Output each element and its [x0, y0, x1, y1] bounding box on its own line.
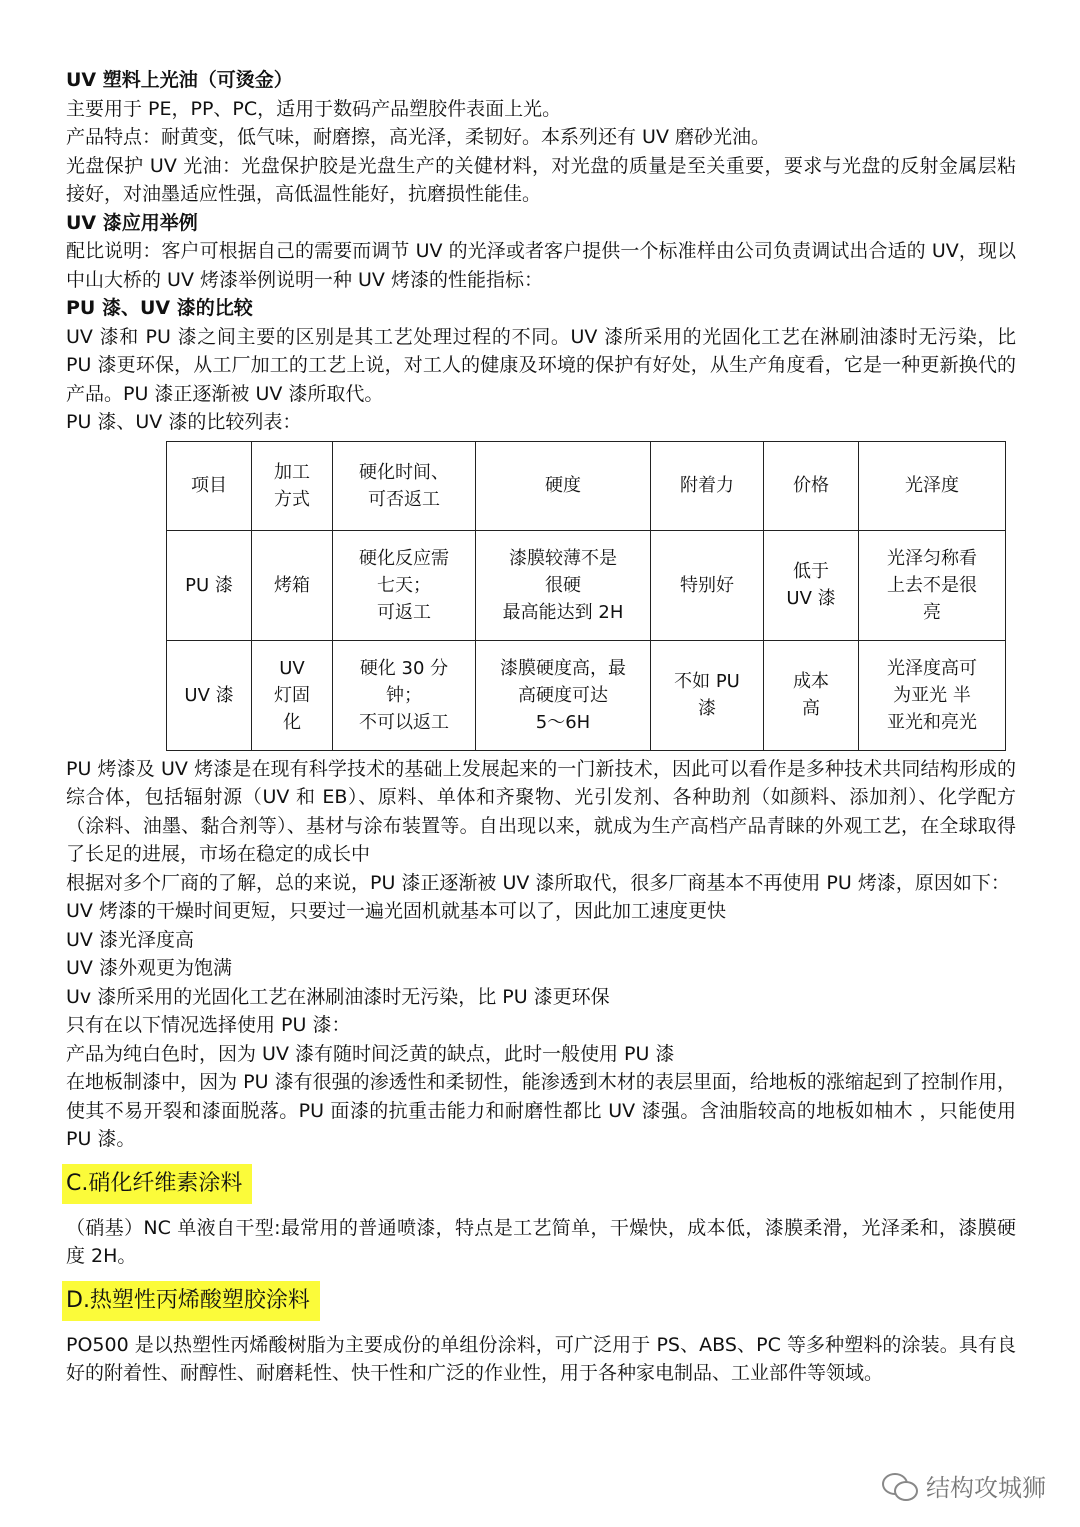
table-cell: PU 漆 [167, 530, 252, 640]
wechat-icon [882, 1471, 918, 1501]
table-header-cell: 价格 [764, 441, 859, 530]
paragraph-line: UV 漆应用举例 [66, 211, 198, 234]
section-c-body: （硝基）NC 单液自干型:最常用的普通喷漆，特点是工艺简单，干燥快，成本低，漆膜柔滑，光泽柔和，漆膜硬度 2H。 [66, 1216, 1016, 1267]
comparison-table [166, 441, 1006, 751]
table-cell: 光泽度高可 为亚光 半 亚光和亮光 [859, 640, 1006, 750]
paragraph-line: Uv 漆所采用的光固化工艺在淋刷油漆时无污染，比 PU 漆更环保 [66, 985, 610, 1008]
paragraph-line: UV 漆外观更为饱满 [66, 957, 232, 979]
paragraph-line: UV 烤漆的干燥时间更短，只要过一遍光固机就基本可以了，因此加工速度更快 [66, 900, 726, 922]
section-c [66, 1164, 1016, 1204]
watermark [882, 1468, 1046, 1503]
paragraph-line: UV 漆光泽度高 [66, 928, 194, 951]
table-header-row [167, 441, 1006, 530]
table-header-cell: 硬化时间、 可否返工 [333, 441, 476, 530]
paragraph-line: 根据对多个厂商的了解，总的来说，PU 漆正逐渐被 UV 漆所取代，很多厂商基本不再使用 PU 烤漆，原因如下： [66, 871, 1010, 894]
table-cell: 光泽匀称看 上去不是很 亮 [859, 530, 1006, 640]
table-header-cell: 加工 方式 [252, 441, 333, 530]
table-cell: UV 灯固 化 [252, 640, 333, 750]
paragraph-line: PU 烤漆及 UV 烤漆是在现有科学技术的基础上发展起来的一门新技术，因此可以看作是多种技术共同结构形成的综合体，包括辐射源（UV 和 EB）、原料、单体和齐聚物、光引发剂、各种助剂（如颜料、添加剂）、化学配方（涂料、油墨、黏合剂等）、基材与涂布装置等。自出现以来，就成为生产高档产品青睐的外观工艺，在全球取得了长足的进展，市场在稳定的成长中 [66, 757, 1016, 865]
paragraph-line: 光盘保护 UV 光油：光盘保护胶是光盘生产的关健材料，对光盘的质量是至关重要，要求与光盘的反射金属层粘接好，对油墨适应性强，高低温性能好，抗磨损性能佳。 [66, 154, 1016, 205]
table-row [167, 640, 1006, 750]
table-cell: 特别好 [651, 530, 764, 640]
paragraph-line: UV 塑料上光油（可烫金） [66, 69, 293, 91]
paragraph-line: 产品为纯白色时，因为 UV 漆有随时间泛黄的缺点，此时一般使用 PU 漆 [66, 1042, 675, 1065]
paragraph-line: PU 漆、UV 漆的比较 [66, 297, 253, 319]
table-cell: 硬化 30 分 钟； 不可以返工 [333, 640, 476, 750]
section-d [66, 1281, 1016, 1321]
paragraph-line: UV 漆和 PU 漆之间主要的区别是其工艺处理过程的不同。UV 漆所采用的光固化工艺在淋刷油漆时无污染，比 PU 漆更环保，从工厂加工的工艺上说，对工人的健康及环境的保护有好处，从生产角度看，它是一种更新换代的产品。PU 漆正逐渐被 UV 漆所取代。 [66, 325, 1016, 405]
table-cell: 烤箱 [252, 530, 333, 640]
paragraph-line: 主要用于 PE，PP、PC，适用于数码产品塑胶件表面上光。 [66, 97, 562, 120]
paragraph-line: 只有在以下情况选择使用 PU 漆： [66, 1014, 351, 1036]
top-paragraphs [66, 66, 1016, 437]
table-cell: 成本 高 [764, 640, 859, 750]
paragraph-line: 在地板制漆中，因为 PU 漆有很强的渗透性和柔韧性，能渗透到木材的表层里面，给地板的涨缩起到了控制作用，使其不易开裂和漆面脱落。PU 面漆的抗重击能力和耐磨性都比 UV 漆强。含油脂较高的地板如柚木 ，只能使用 PU 漆。 [66, 1071, 1016, 1150]
table-cell: 漆膜较薄不是 很硬 最高能达到 2H [476, 530, 651, 640]
table-cell: 不如 PU 漆 [651, 640, 764, 750]
section-d-body: PO500 是以热塑性丙烯酸树脂为主要成份的单组份涂料，可广泛用于 PS、ABS、PC 等多种塑料的涂装。具有良好的附着性、耐醇性、耐磨耗性、快干性和广泛的作业性，用于各种家电制品、工业部件等领域。 [66, 1333, 1016, 1384]
table-row [167, 530, 1006, 640]
table-cell: 漆膜硬度高，最 高硬度可达 5～6H [476, 640, 651, 750]
paragraph-line: PU 漆、UV 漆的比较列表： [66, 411, 302, 433]
paragraph-line: 产品特点：耐黄变，低气味，耐磨擦，高光泽，柔韧好。本系列还有 UV 磨砂光油。 [66, 126, 770, 148]
table-cell: 低于 UV 漆 [764, 530, 859, 640]
table-cell: UV 漆 [167, 640, 252, 750]
table-header-cell: 附着力 [651, 441, 764, 530]
watermark-text: 结构攻城狮 [926, 1474, 1046, 1502]
document-page [66, 66, 1016, 1388]
table-cell: 硬化反应需 七天； 可返工 [333, 530, 476, 640]
middle-paragraphs [66, 755, 1016, 1154]
table-header-cell: 项目 [167, 441, 252, 530]
table-header-cell: 光泽度 [859, 441, 1006, 530]
paragraph-line: 配比说明：客户可根据自己的需要而调节 UV 的光泽或者客户提供一个标准样由公司负责调试出合适的 UV，现以中山大桥的 UV 烤漆举例说明一种 UV 烤漆的性能指标： [66, 240, 1016, 291]
section-d-heading: D.热塑性丙烯酸塑胶涂料 [62, 1281, 320, 1321]
table-header-cell: 硬度 [476, 441, 651, 530]
section-c-heading: C.硝化纤维素涂料 [62, 1164, 252, 1204]
